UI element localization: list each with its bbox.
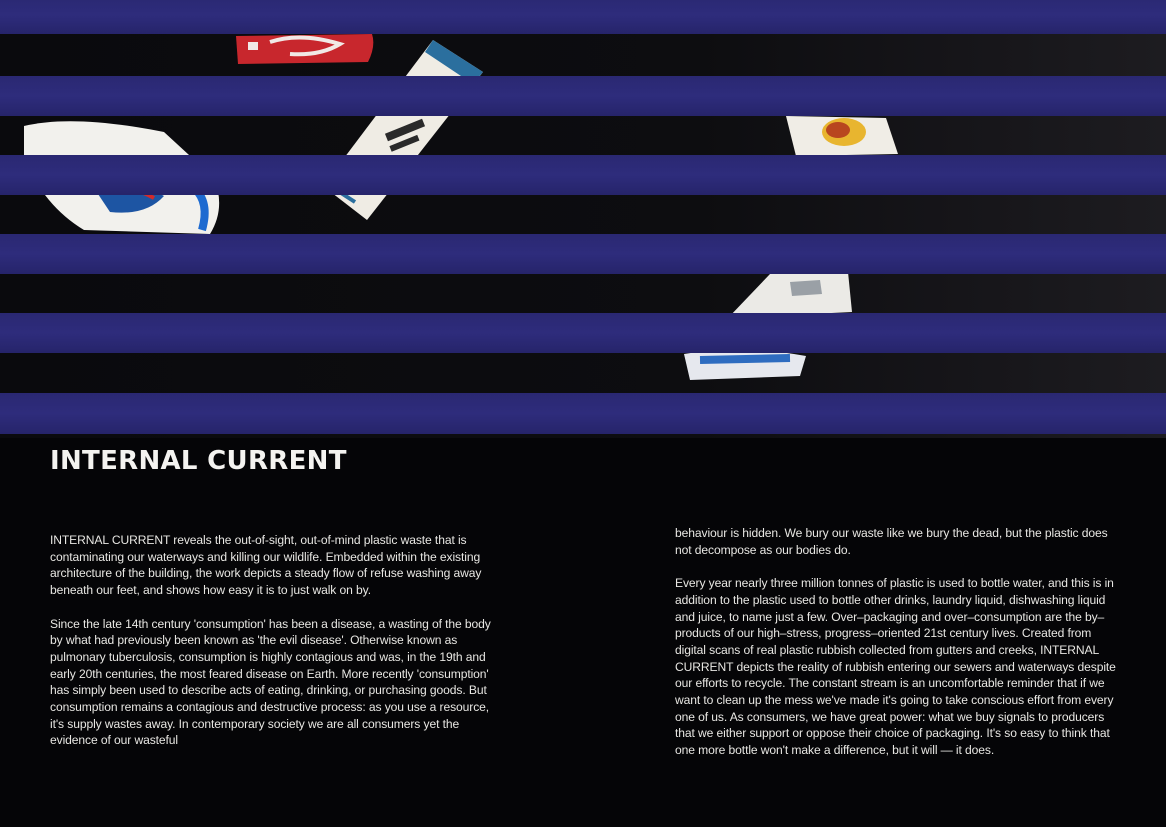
- paragraph: INTERNAL CURRENT reveals the out-of-sight, out-of-mind plastic waste that is contaminating our waterways and killing our wildlife. Embedded within the existing architecture of the building, the work depicts a steady flow of refuse washing away beneath our feet, and shows how easy it is to just walk on by.: [50, 533, 482, 598]
- left-text-column: [50, 532, 495, 766]
- milk-carton-illustration: [315, 36, 490, 226]
- right-text-column: [675, 525, 1120, 776]
- page-title: INTERNAL CURRENT: [50, 446, 347, 476]
- blue-stripe: [0, 393, 1166, 434]
- snack-bag-illustration: [782, 110, 902, 160]
- paragraph: behaviour is hidden. We bury our waste like we bury the dead, but the plastic does not decompose as our bodies do.: [675, 526, 1108, 557]
- blue-stripe: [0, 0, 1166, 34]
- blue-stripe: [0, 76, 1166, 116]
- blue-stripe: [0, 234, 1166, 274]
- paragraph: Since the late 14th century 'consumption' has been a disease, a wasting of the body by what had previously been known as 'the evil disease'. Otherwise known as pulmonary tuberculosis, consumption is highly contagious and was, in the 19th and early 20th centuries, the most feared disease on Earth. More recently 'consumption' has simply been used to describe acts of eating, drinking, or purchasing goods. But consumption remains a contagious and destructive process: as you use a resource, it's supply wastes away. In contemporary society we are all consumers yet the evidence of our wasteful: [50, 616, 491, 748]
- blue-stripe: [0, 155, 1166, 195]
- blue-stripe: [0, 313, 1166, 353]
- paragraph: Every year nearly three million tonnes of plastic is used to bottle water, and this is in addition to the plastic used to bottle other drinks, laundry liquid, dishwashing liquid and juice, to name just a few. Over–packaging and over–consumption are the by–products of our high–stress, progress–oriented 21st century lives. Created from digital scans of real plastic rubbish collected from gutters and creeks, INTERNAL CURRENT depicts the reality of rubbish entering our sewers and waterways despite our efforts to recycle. The constant stream is an uncomfortable reminder that if we want to clean up the mess we've made it's going to take conscious effort from every one of us. As consumers, we have great power: what we buy signals to producers that we either support or oppose their choice of packaging. It's so easy to think that one more bottle won't make a difference, but it will — it does.: [675, 576, 1116, 758]
